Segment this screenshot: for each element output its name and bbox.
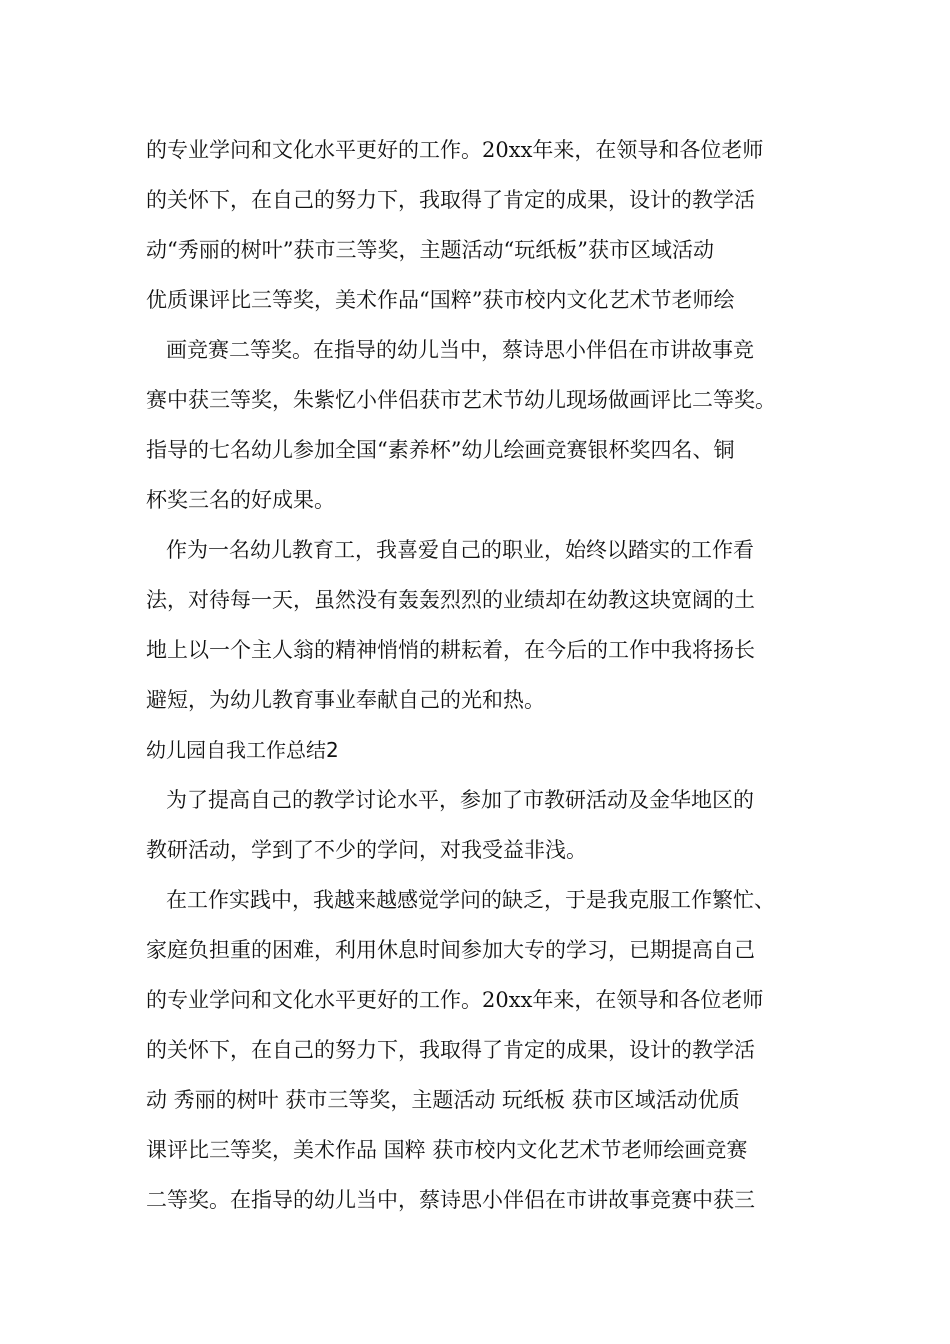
- text-line: 优质课评比三等奖，美术作品“国粹”获市校内文化艺术节老师绘: [146, 288, 735, 312]
- text-line: 教研活动，学到了不少的学问，对我受益非浅。: [146, 838, 587, 862]
- text-line: 课评比三等奖，美术作品 国粹 获市校内文化艺术节老师绘画竞赛: [146, 1138, 748, 1162]
- text-line: 动 秀丽的树叶 获市三等奖，主题活动 玩纸板 获市区域活动优质: [146, 1088, 740, 1112]
- text-line: 法，对待每一天，虽然没有轰轰烈烈的业绩却在幼教这块宽阔的土: [146, 588, 755, 612]
- text-line: 二等奖。在指导的幼儿当中，蔡诗思小伴侣在市讲故事竞赛中获三: [146, 1188, 755, 1212]
- text-line: 杯奖三名的好成果。: [146, 488, 335, 512]
- paragraph-start-line: 为了提高自己的教学讨论水平，参加了市教研活动及金华地区的: [166, 788, 754, 812]
- text-line: 画竞赛二等奖。在指导的幼儿当中，蔡诗思小伴侣在市讲故事竞: [166, 338, 754, 362]
- section-heading: 幼儿园自我工作总结2: [146, 738, 339, 762]
- text-line: 指导的七名幼儿参加全国“素养杯”幼儿绘画竞赛银杯奖四名、铜: [146, 438, 735, 462]
- text-line: 的专业学问和文化水平更好的工作。20xx年来，在领导和各位老师: [146, 138, 764, 162]
- text-line: 的专业学问和文化水平更好的工作。20xx年来，在领导和各位老师: [146, 988, 764, 1012]
- paragraph-start-line: 在工作实践中，我越来越感觉学问的缺乏，于是我克服工作繁忙、: [166, 888, 775, 912]
- text-line: 的关怀下，在自己的努力下，我取得了肯定的成果，设计的教学活: [146, 188, 755, 212]
- text-line: 避短，为幼儿教育事业奉献自己的光和热。: [146, 688, 545, 712]
- text-line: 的关怀下，在自己的努力下，我取得了肯定的成果，设计的教学活: [146, 1038, 755, 1062]
- text-line: 动“秀丽的树叶”获市三等奖，主题活动“玩纸板”获市区域活动: [146, 238, 714, 262]
- text-line: 地上以一个主人翁的精神悄悄的耕耘着，在今后的工作中我将扬长: [146, 638, 755, 662]
- text-line: 家庭负担重的困难，利用休息时间参加大专的学习，已期提高自己: [146, 938, 755, 962]
- paragraph-start-line: 作为一名幼儿教育工，我喜爱自己的职业，始终以踏实的工作看: [166, 538, 754, 562]
- text-line: 赛中获三等奖，朱紫忆小伴侣获市艺术节幼儿现场做画评比二等奖。: [146, 388, 776, 412]
